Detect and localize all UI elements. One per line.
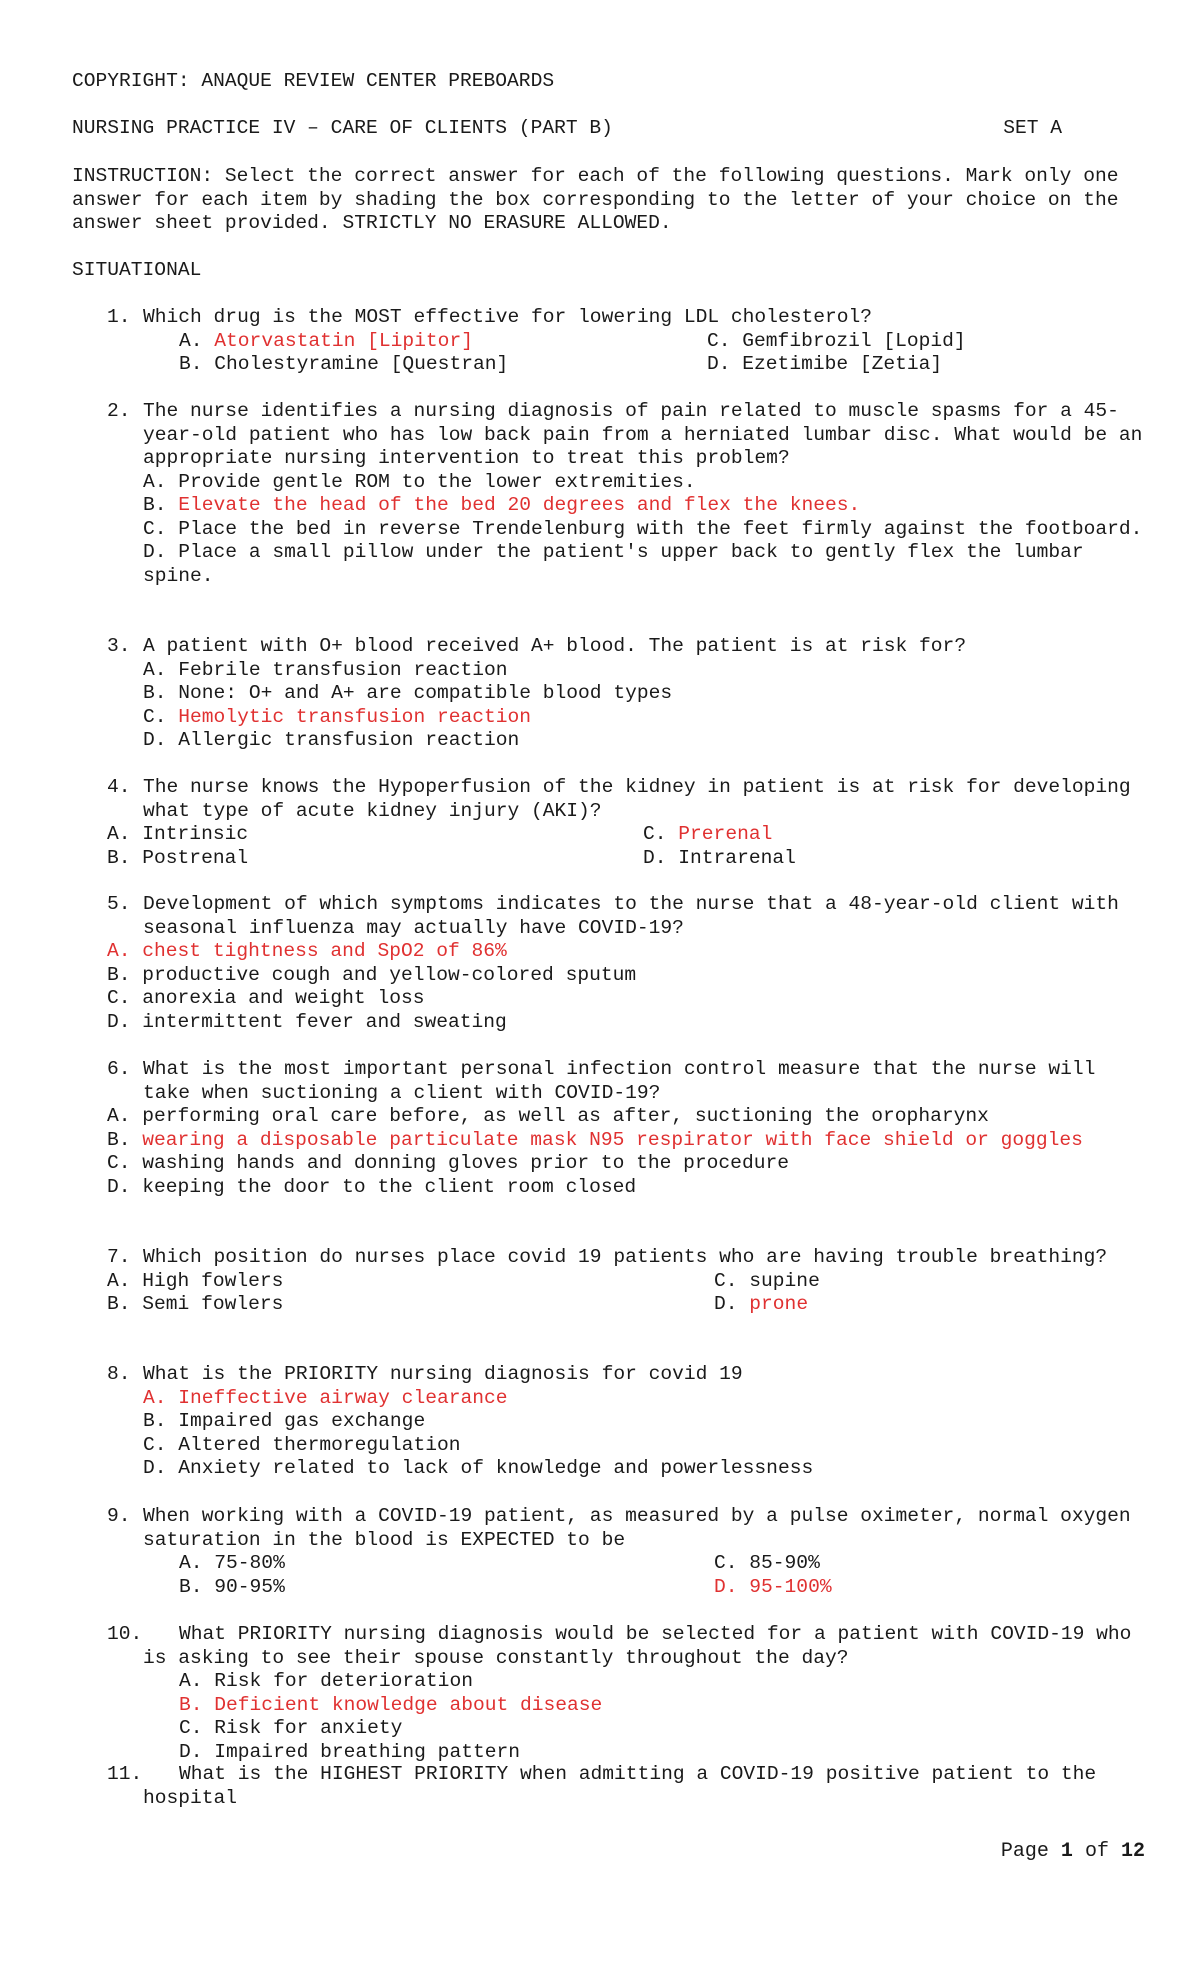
page-footer (1001, 1840, 1145, 1864)
question-10 (72, 1623, 1152, 1764)
question-stem (72, 1623, 1152, 1670)
option-c: C. supine (714, 1269, 820, 1292)
question-stem (72, 1763, 1152, 1810)
question-text: When working with a COVID-19 patient, as measured by a pulse oximeter, normal oxygen saturation in the blood is EXPECTED to be (143, 1505, 1131, 1551)
option-d: D. Ezetimibe [Zetia] (707, 353, 943, 375)
question-number: 1. (107, 306, 131, 328)
option-d: D. Allergic transfusion reaction (143, 729, 520, 751)
option-a: A. 75-80% (179, 1552, 285, 1574)
question-5 (72, 893, 1152, 1034)
option-a: A. Risk for deterioration (179, 1670, 473, 1692)
correct-answer: Hemolytic transfusion reaction (178, 705, 532, 728)
question-stem (72, 400, 1152, 471)
question-stem (72, 1058, 1152, 1105)
option-d: D. Anxiety related to lack of knowledge and powerlessness (143, 1457, 814, 1479)
option-c: C. 85-90% (714, 1552, 820, 1574)
question-stem (72, 306, 1152, 330)
question-3 (72, 635, 1152, 753)
instruction-paragraph: INSTRUCTION: Select the correct answer for each of the following questions. Mark only one answer for each item by shading the box corresponding to the letter of your choice on the answer sheet provided. STRICTLY NO ERASURE ALLOWED. (72, 165, 1119, 234)
question-text: The nurse knows the Hypoperfusion of the kidney in patient is at risk for developing what type of acute kidney injury (AKI)? (143, 776, 1131, 822)
options-row (72, 1576, 1152, 1600)
question-2 (72, 400, 1152, 588)
question-9 (72, 1505, 1152, 1599)
option-b: B. 90-95% (179, 1575, 285, 1598)
option-d: D. 95-100% (714, 1575, 832, 1598)
option-d: D. prone (714, 1293, 809, 1315)
options-row (72, 823, 1152, 847)
option-a: A. High fowlers (107, 1269, 284, 1292)
option-b: B. productive cough and yellow-colored sputum (107, 963, 637, 986)
question-1 (72, 306, 1152, 377)
option-d: D. intermittent fever and sweating (107, 1010, 507, 1033)
question-4 (72, 776, 1152, 870)
correct-answer: Elevate the head of the bed 20 degrees and flex the knees. (178, 494, 861, 516)
question-number: 5. (107, 893, 131, 915)
options-row (72, 847, 1152, 871)
option-c: C. Prerenal (643, 823, 773, 845)
option-c: C. anorexia and weight loss (107, 987, 425, 1009)
question-text: What is the HIGHEST PRIORITY when admitting a COVID-19 positive patient to the hospital (143, 1763, 1097, 1809)
question-stem (72, 1363, 1152, 1387)
option-d: D. keeping the door to the client room closed (107, 1175, 637, 1198)
question-stem (72, 893, 1152, 940)
question-stem (72, 1246, 1123, 1270)
question-11 (72, 1763, 1152, 1810)
options-row (72, 1293, 1152, 1317)
option-a: A. Provide gentle ROM to the lower extremities. (143, 470, 696, 493)
section-title: SITUATIONAL (72, 259, 202, 281)
question-number: 8. (107, 1363, 131, 1385)
option-b: B. wearing a disposable particulate mask N95 respirator with face shield or goggles (107, 1128, 1083, 1151)
option-b: B. Semi fowlers (107, 1293, 284, 1315)
subject-line (72, 117, 1062, 141)
correct-answer: Atorvastatin [Lipitor] (214, 329, 473, 352)
option-c: C. Altered thermoregulation (143, 1433, 461, 1456)
question-text: A patient with O+ blood received A+ blood. The patient is at risk for? (143, 635, 967, 657)
option-a: A. Intrinsic (107, 823, 249, 845)
question-text: What PRIORITY nursing diagnosis would be selected for a patient with COVID-19 who is asking to see their spouse constantly throughout the day? (143, 1623, 1132, 1669)
options-row (72, 353, 1152, 377)
correct-answer: Prerenal (678, 823, 773, 845)
of-label: of (1084, 1840, 1109, 1863)
question-text: The nurse identifies a nursing diagnosis of pain related to muscle spasms for a 45-year-old patient who has low back pain from a herniated lumbar disc. What would be an appropriate nursing intervention to treat this problem? (143, 400, 1143, 469)
page-total: 12 (1120, 1840, 1145, 1863)
option-b: B. Postrenal (107, 846, 249, 869)
set-label: SET A (1003, 117, 1062, 139)
option-a: A. Febrile transfusion reaction (143, 658, 508, 681)
option-a: A. chest tightness and SpO2 of 86% (107, 940, 507, 962)
question-number: 6. (107, 1058, 131, 1080)
question-number: 3. (107, 635, 131, 657)
question-8 (72, 1363, 1152, 1481)
option-b: B. Cholestyramine [Questran] (179, 353, 509, 375)
options-row (72, 1270, 1152, 1294)
question-text: What is the PRIORITY nursing diagnosis for covid 19 (143, 1363, 743, 1385)
question-number: 7. (107, 1246, 131, 1268)
option-b: B. Deficient knowledge about disease (179, 1693, 603, 1716)
option-d: D. Intrarenal (643, 846, 796, 869)
option-d: D. Place a small pillow under the patient's upper back to gently flex the lumbar spine. (143, 541, 1084, 587)
copyright-line: COPYRIGHT: ANAQUE REVIEW CENTER PREBOARDS (72, 70, 555, 92)
option-c: C. Hemolytic transfusion reaction (143, 705, 532, 728)
page-label: Page (1000, 1840, 1049, 1863)
option-b: B. Impaired gas exchange (143, 1410, 426, 1432)
question-6 (72, 1058, 1152, 1199)
correct-answer: prone (749, 1293, 809, 1315)
question-number: 2. (107, 400, 131, 422)
option-b: B. None: O+ and A+ are compatible blood types (143, 682, 673, 704)
option-a: A. Atorvastatin [Lipitor] (179, 329, 473, 352)
question-text: Which position do nurses place covid 19 patients who are having trouble breathing? (143, 1246, 1108, 1268)
question-text: Which drug is the MOST effective for lowering LDL cholesterol? (143, 306, 873, 328)
subject-title: NURSING PRACTICE IV – CARE OF CLIENTS (PART B) (72, 117, 613, 139)
question-stem (72, 776, 1152, 823)
question-number: 11. (107, 1763, 143, 1785)
option-a: A. Ineffective airway clearance (143, 1386, 508, 1409)
option-b: B. Elevate the head of the bed 20 degrees and flex the knees. (143, 494, 861, 516)
question-stem (72, 1505, 1152, 1552)
option-d: D. Impaired breathing pattern (179, 1740, 520, 1763)
question-number: 10. (107, 1623, 143, 1645)
options-row (72, 330, 1152, 354)
option-c: C. washing hands and donning gloves prior to the procedure (107, 1152, 789, 1174)
correct-answer: wearing a disposable particulate mask N95 respirator with face shield or goggles (142, 1128, 1083, 1151)
option-a: A. performing oral care before, as well as after, suctioning the oropharynx (107, 1105, 989, 1127)
question-text: What is the most important personal infection control measure that the nurse will take when suctioning a client with COVID-19? (143, 1058, 1096, 1104)
option-c: C. Risk for anxiety (179, 1717, 403, 1739)
option-c: C. Place the bed in reverse Trendelenburg with the feet firmly against the footboard. (143, 517, 1143, 540)
option-c: C. Gemfibrozil [Lopid] (707, 329, 966, 352)
question-stem (72, 635, 1152, 659)
options-row (72, 1552, 1152, 1576)
question-text: Development of which symptoms indicates to the nurse that a 48-year-old client with seasonal influenza may actually have COVID-19? (143, 893, 1119, 939)
page-number: 1 (1060, 1840, 1073, 1863)
question-number: 4. (107, 776, 131, 798)
question-number: 9. (107, 1505, 131, 1527)
question-7 (72, 1246, 1152, 1317)
